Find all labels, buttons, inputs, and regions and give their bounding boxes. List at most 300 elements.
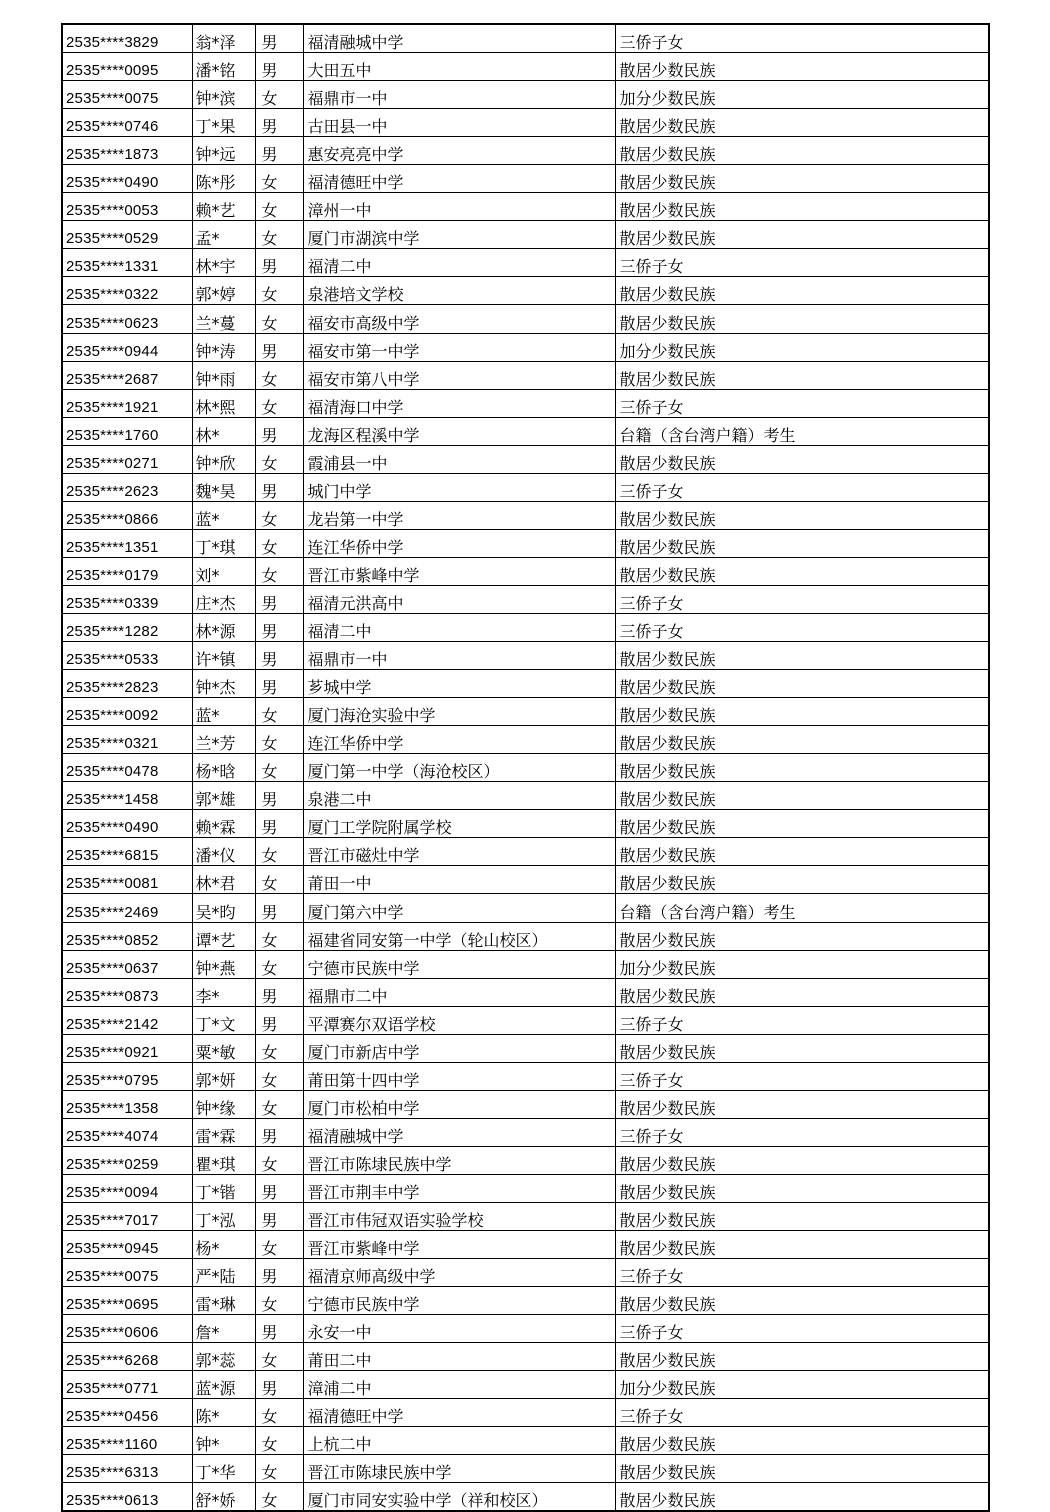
category-cell: 散居少数民族 [615, 782, 989, 810]
exam-id-cell: 2535****0259 [62, 1146, 192, 1174]
table-row [62, 473, 989, 501]
school-cell: 芗城中学 [303, 670, 615, 698]
student-name-cell: 蓝* [192, 698, 255, 726]
category-cell: 三侨子女 [615, 1062, 989, 1090]
student-name-cell: 严*陆 [192, 1259, 255, 1287]
category-cell: 散居少数民族 [615, 866, 989, 894]
category-cell: 散居少数民族 [615, 305, 989, 333]
school-cell: 霞浦县一中 [303, 445, 615, 473]
exam-id-cell: 2535****1760 [62, 417, 192, 445]
gender-cell: 女 [255, 754, 303, 782]
student-name-cell: 林*君 [192, 866, 255, 894]
student-list-table [61, 23, 990, 1512]
school-cell: 福安市第八中学 [303, 361, 615, 389]
gender-cell: 女 [255, 221, 303, 249]
student-name-cell: 雷*琳 [192, 1287, 255, 1315]
table-row [62, 950, 989, 978]
gender-cell: 女 [255, 866, 303, 894]
table-row [62, 1399, 989, 1427]
student-name-cell: 钟*雨 [192, 361, 255, 389]
student-name-cell: 刘* [192, 557, 255, 585]
school-cell: 龙海区程溪中学 [303, 417, 615, 445]
exam-id-cell: 2535****0490 [62, 165, 192, 193]
gender-cell: 男 [255, 1174, 303, 1202]
exam-id-cell: 2535****0866 [62, 501, 192, 529]
student-name-cell: 钟*欣 [192, 445, 255, 473]
category-cell: 散居少数民族 [615, 277, 989, 305]
student-name-cell: 潘*铭 [192, 53, 255, 81]
exam-id-cell: 2535****0081 [62, 866, 192, 894]
exam-id-cell: 2535****1458 [62, 782, 192, 810]
category-cell: 散居少数民族 [615, 193, 989, 221]
student-name-cell: 潘*仪 [192, 838, 255, 866]
category-cell: 散居少数民族 [615, 698, 989, 726]
category-cell: 加分少数民族 [615, 81, 989, 109]
school-cell: 古田县一中 [303, 109, 615, 137]
table-row [62, 698, 989, 726]
exam-id-cell: 2535****4074 [62, 1118, 192, 1146]
table-row [62, 305, 989, 333]
category-cell: 散居少数民族 [615, 726, 989, 754]
school-cell: 厦门第一中学（海沧校区） [303, 754, 615, 782]
gender-cell: 男 [255, 53, 303, 81]
table-row [62, 193, 989, 221]
category-cell: 台籍（含台湾户籍）考生 [615, 417, 989, 445]
table-row [62, 726, 989, 754]
exam-id-cell: 2535****2687 [62, 361, 192, 389]
gender-cell: 女 [255, 1231, 303, 1259]
table-row [62, 1090, 989, 1118]
school-cell: 宁德市民族中学 [303, 1287, 615, 1315]
exam-id-cell: 2535****0623 [62, 305, 192, 333]
table-row [62, 642, 989, 670]
gender-cell: 女 [255, 389, 303, 417]
school-cell: 厦门第六中学 [303, 894, 615, 922]
gender-cell: 男 [255, 978, 303, 1006]
table-row [62, 137, 989, 165]
student-name-cell: 赖*霖 [192, 810, 255, 838]
table-row [62, 1034, 989, 1062]
category-cell: 散居少数民族 [615, 1343, 989, 1371]
gender-cell: 女 [255, 1343, 303, 1371]
gender-cell: 女 [255, 698, 303, 726]
table-row [62, 1202, 989, 1230]
school-cell: 福清海口中学 [303, 389, 615, 417]
gender-cell: 女 [255, 193, 303, 221]
school-cell: 福安市第一中学 [303, 333, 615, 361]
category-cell: 散居少数民族 [615, 221, 989, 249]
student-name-cell: 魏*昊 [192, 473, 255, 501]
student-name-cell: 陈*彤 [192, 165, 255, 193]
exam-id-cell: 2535****2623 [62, 473, 192, 501]
category-cell: 散居少数民族 [615, 1427, 989, 1455]
category-cell: 三侨子女 [615, 613, 989, 641]
table-row [62, 1343, 989, 1371]
category-cell: 散居少数民族 [615, 165, 989, 193]
school-cell: 龙岩第一中学 [303, 501, 615, 529]
exam-id-cell: 2535****1282 [62, 613, 192, 641]
school-cell: 连江华侨中学 [303, 529, 615, 557]
student-name-cell: 钟*缘 [192, 1090, 255, 1118]
student-name-cell: 杨*晗 [192, 754, 255, 782]
gender-cell: 女 [255, 165, 303, 193]
category-cell: 三侨子女 [615, 473, 989, 501]
gender-cell: 女 [255, 950, 303, 978]
exam-id-cell: 2535****0637 [62, 950, 192, 978]
gender-cell: 女 [255, 1090, 303, 1118]
gender-cell: 女 [255, 305, 303, 333]
school-cell: 福清德旺中学 [303, 165, 615, 193]
exam-id-cell: 2535****6313 [62, 1455, 192, 1483]
category-cell: 散居少数民族 [615, 1483, 989, 1512]
gender-cell: 女 [255, 1287, 303, 1315]
table-row [62, 1062, 989, 1090]
gender-cell: 女 [255, 838, 303, 866]
student-name-cell: 钟*燕 [192, 950, 255, 978]
category-cell: 三侨子女 [615, 249, 989, 277]
student-name-cell: 詹* [192, 1315, 255, 1343]
school-cell: 莆田第十四中学 [303, 1062, 615, 1090]
table-row [62, 333, 989, 361]
table-row [62, 1483, 989, 1512]
gender-cell: 女 [255, 1427, 303, 1455]
exam-id-cell: 2535****0321 [62, 726, 192, 754]
exam-id-cell: 2535****0094 [62, 1174, 192, 1202]
student-name-cell: 瞿*琪 [192, 1146, 255, 1174]
table-row [62, 1146, 989, 1174]
gender-cell: 男 [255, 670, 303, 698]
gender-cell: 女 [255, 445, 303, 473]
exam-id-cell: 2535****0478 [62, 754, 192, 782]
student-name-cell: 丁*果 [192, 109, 255, 137]
table-row [62, 978, 989, 1006]
table-row [62, 782, 989, 810]
gender-cell: 男 [255, 109, 303, 137]
exam-id-cell: 2535****6268 [62, 1343, 192, 1371]
school-cell: 晋江市紫峰中学 [303, 1231, 615, 1259]
gender-cell: 女 [255, 1146, 303, 1174]
gender-cell: 男 [255, 782, 303, 810]
exam-id-cell: 2535****0873 [62, 978, 192, 1006]
table-row [62, 53, 989, 81]
exam-id-cell: 2535****6815 [62, 838, 192, 866]
exam-id-cell: 2535****3829 [62, 24, 192, 53]
exam-id-cell: 2535****2142 [62, 1006, 192, 1034]
school-cell: 莆田二中 [303, 1343, 615, 1371]
table-row [62, 1231, 989, 1259]
category-cell: 散居少数民族 [615, 137, 989, 165]
school-cell: 厦门工学院附属学校 [303, 810, 615, 838]
exam-id-cell: 2535****0771 [62, 1371, 192, 1399]
student-name-cell: 林*宇 [192, 249, 255, 277]
gender-cell: 男 [255, 1259, 303, 1287]
gender-cell: 男 [255, 249, 303, 277]
gender-cell: 男 [255, 613, 303, 641]
category-cell: 三侨子女 [615, 1259, 989, 1287]
school-cell: 上杭二中 [303, 1427, 615, 1455]
school-cell: 晋江市荆丰中学 [303, 1174, 615, 1202]
table-row [62, 1455, 989, 1483]
school-cell: 泉港培文学校 [303, 277, 615, 305]
category-cell: 散居少数民族 [615, 922, 989, 950]
student-name-cell: 郭*婷 [192, 277, 255, 305]
school-cell: 晋江市磁灶中学 [303, 838, 615, 866]
category-cell: 散居少数民族 [615, 838, 989, 866]
exam-id-cell: 2535****0271 [62, 445, 192, 473]
category-cell: 加分少数民族 [615, 950, 989, 978]
exam-id-cell: 2535****1160 [62, 1427, 192, 1455]
exam-id-cell: 2535****0456 [62, 1399, 192, 1427]
student-name-cell: 赖*艺 [192, 193, 255, 221]
table-row [62, 277, 989, 305]
school-cell: 晋江市紫峰中学 [303, 557, 615, 585]
category-cell: 加分少数民族 [615, 1371, 989, 1399]
category-cell: 散居少数民族 [615, 557, 989, 585]
student-name-cell: 丁*华 [192, 1455, 255, 1483]
school-cell: 福清京师高级中学 [303, 1259, 615, 1287]
gender-cell: 女 [255, 1455, 303, 1483]
category-cell: 散居少数民族 [615, 1090, 989, 1118]
gender-cell: 女 [255, 277, 303, 305]
category-cell: 台籍（含台湾户籍）考生 [615, 894, 989, 922]
student-name-cell: 陈* [192, 1399, 255, 1427]
gender-cell: 女 [255, 529, 303, 557]
gender-cell: 女 [255, 81, 303, 109]
school-cell: 厦门市湖滨中学 [303, 221, 615, 249]
exam-id-cell: 2535****2469 [62, 894, 192, 922]
category-cell: 三侨子女 [615, 389, 989, 417]
school-cell: 惠安亮亮中学 [303, 137, 615, 165]
student-name-cell: 郭*蕊 [192, 1343, 255, 1371]
table-row [62, 417, 989, 445]
category-cell: 三侨子女 [615, 585, 989, 613]
student-name-cell: 李* [192, 978, 255, 1006]
table-row [62, 866, 989, 894]
school-cell: 晋江市伟冠双语实验学校 [303, 1202, 615, 1230]
category-cell: 散居少数民族 [615, 361, 989, 389]
exam-id-cell: 2535****0339 [62, 585, 192, 613]
school-cell: 福清二中 [303, 613, 615, 641]
table-row [62, 529, 989, 557]
exam-id-cell: 2535****0075 [62, 1259, 192, 1287]
gender-cell: 男 [255, 810, 303, 838]
exam-id-cell: 2535****1331 [62, 249, 192, 277]
table-row [62, 249, 989, 277]
category-cell: 散居少数民族 [615, 978, 989, 1006]
table-row [62, 1287, 989, 1315]
gender-cell: 男 [255, 333, 303, 361]
table-row [62, 389, 989, 417]
table-row [62, 1315, 989, 1343]
student-name-cell: 蓝*源 [192, 1371, 255, 1399]
table-row [62, 1259, 989, 1287]
school-cell: 福清德旺中学 [303, 1399, 615, 1427]
student-name-cell: 林*源 [192, 613, 255, 641]
exam-id-cell: 2535****0695 [62, 1287, 192, 1315]
school-cell: 泉港二中 [303, 782, 615, 810]
student-name-cell: 雷*霖 [192, 1118, 255, 1146]
table-row [62, 361, 989, 389]
gender-cell: 女 [255, 726, 303, 754]
category-cell: 散居少数民族 [615, 1455, 989, 1483]
student-name-cell: 谭*艺 [192, 922, 255, 950]
table-row [62, 109, 989, 137]
category-cell: 散居少数民族 [615, 529, 989, 557]
category-cell: 散居少数民族 [615, 670, 989, 698]
school-cell: 连江华侨中学 [303, 726, 615, 754]
category-cell: 三侨子女 [615, 24, 989, 53]
exam-id-cell: 2535****0179 [62, 557, 192, 585]
exam-id-cell: 2535****0092 [62, 698, 192, 726]
school-cell: 福清融城中学 [303, 24, 615, 53]
gender-cell: 男 [255, 1118, 303, 1146]
gender-cell: 女 [255, 501, 303, 529]
exam-id-cell: 2535****0606 [62, 1315, 192, 1343]
gender-cell: 男 [255, 1006, 303, 1034]
student-name-cell: 钟*涛 [192, 333, 255, 361]
exam-id-cell: 2535****1873 [62, 137, 192, 165]
exam-id-cell: 2535****0944 [62, 333, 192, 361]
student-name-cell: 钟*滨 [192, 81, 255, 109]
category-cell: 三侨子女 [615, 1118, 989, 1146]
table-row [62, 221, 989, 249]
table-row [62, 585, 989, 613]
table-row [62, 1371, 989, 1399]
gender-cell: 男 [255, 1371, 303, 1399]
student-name-cell: 吴*昀 [192, 894, 255, 922]
gender-cell: 男 [255, 137, 303, 165]
school-cell: 大田五中 [303, 53, 615, 81]
gender-cell: 女 [255, 1062, 303, 1090]
student-name-cell: 兰*芳 [192, 726, 255, 754]
table-row [62, 810, 989, 838]
table-row [62, 1174, 989, 1202]
table-row [62, 754, 989, 782]
gender-cell: 女 [255, 361, 303, 389]
exam-id-cell: 2535****0529 [62, 221, 192, 249]
student-name-cell: 舒*娇 [192, 1483, 255, 1512]
exam-id-cell: 2535****0075 [62, 81, 192, 109]
gender-cell: 女 [255, 557, 303, 585]
student-name-cell: 钟* [192, 1427, 255, 1455]
table-row [62, 894, 989, 922]
table-row [62, 1427, 989, 1455]
exam-id-cell: 2535****0746 [62, 109, 192, 137]
gender-cell: 女 [255, 1034, 303, 1062]
gender-cell: 男 [255, 417, 303, 445]
student-name-cell: 林*熙 [192, 389, 255, 417]
category-cell: 散居少数民族 [615, 1034, 989, 1062]
table-row [62, 501, 989, 529]
category-cell: 散居少数民族 [615, 53, 989, 81]
student-name-cell: 丁*文 [192, 1006, 255, 1034]
table-row [62, 81, 989, 109]
school-cell: 福安市高级中学 [303, 305, 615, 333]
category-cell: 三侨子女 [615, 1006, 989, 1034]
student-name-cell: 蓝* [192, 501, 255, 529]
exam-id-cell: 2535****1351 [62, 529, 192, 557]
gender-cell: 男 [255, 642, 303, 670]
category-cell: 散居少数民族 [615, 754, 989, 782]
school-cell: 福清元洪高中 [303, 585, 615, 613]
school-cell: 漳浦二中 [303, 1371, 615, 1399]
table-row [62, 24, 989, 53]
gender-cell: 女 [255, 1399, 303, 1427]
category-cell: 加分少数民族 [615, 333, 989, 361]
gender-cell: 男 [255, 473, 303, 501]
exam-id-cell: 2535****0852 [62, 922, 192, 950]
school-cell: 宁德市民族中学 [303, 950, 615, 978]
student-name-cell: 翁*泽 [192, 24, 255, 53]
exam-id-cell: 2535****7017 [62, 1202, 192, 1230]
student-name-cell: 林* [192, 417, 255, 445]
school-cell: 莆田一中 [303, 866, 615, 894]
gender-cell: 男 [255, 1202, 303, 1230]
student-name-cell: 兰*蔓 [192, 305, 255, 333]
table-row [62, 1006, 989, 1034]
exam-id-cell: 2535****0053 [62, 193, 192, 221]
table-row [62, 557, 989, 585]
table-row [62, 670, 989, 698]
school-cell: 福清融城中学 [303, 1118, 615, 1146]
student-name-cell: 丁*泓 [192, 1202, 255, 1230]
student-name-cell: 郭*妍 [192, 1062, 255, 1090]
category-cell: 散居少数民族 [615, 1202, 989, 1230]
school-cell: 福鼎市二中 [303, 978, 615, 1006]
student-name-cell: 钟*杰 [192, 670, 255, 698]
exam-id-cell: 2535****0095 [62, 53, 192, 81]
exam-id-cell: 2535****2823 [62, 670, 192, 698]
table-row [62, 445, 989, 473]
gender-cell: 男 [255, 1315, 303, 1343]
school-cell: 福鼎市一中 [303, 81, 615, 109]
school-cell: 福鼎市一中 [303, 642, 615, 670]
student-name-cell: 庄*杰 [192, 585, 255, 613]
school-cell: 城门中学 [303, 473, 615, 501]
category-cell: 散居少数民族 [615, 109, 989, 137]
exam-id-cell: 2535****0795 [62, 1062, 192, 1090]
school-cell: 厦门市同安实验中学（祥和校区） [303, 1483, 615, 1512]
table-row [62, 838, 989, 866]
school-cell: 漳州一中 [303, 193, 615, 221]
school-cell: 厦门市松柏中学 [303, 1090, 615, 1118]
student-name-cell: 丁*琪 [192, 529, 255, 557]
category-cell: 散居少数民族 [615, 1287, 989, 1315]
school-cell: 福建省同安第一中学（轮山校区） [303, 922, 615, 950]
school-cell: 厦门海沧实验中学 [303, 698, 615, 726]
student-name-cell: 粟*敏 [192, 1034, 255, 1062]
student-name-cell: 杨* [192, 1231, 255, 1259]
table-row [62, 613, 989, 641]
table-row [62, 922, 989, 950]
student-name-cell: 钟*远 [192, 137, 255, 165]
exam-id-cell: 2535****0533 [62, 642, 192, 670]
gender-cell: 男 [255, 894, 303, 922]
category-cell: 散居少数民族 [615, 642, 989, 670]
exam-id-cell: 2535****0322 [62, 277, 192, 305]
gender-cell: 女 [255, 1483, 303, 1512]
exam-id-cell: 2535****0490 [62, 810, 192, 838]
category-cell: 散居少数民族 [615, 445, 989, 473]
category-cell: 散居少数民族 [615, 501, 989, 529]
category-cell: 三侨子女 [615, 1315, 989, 1343]
table-row [62, 1118, 989, 1146]
student-name-cell: 丁*锴 [192, 1174, 255, 1202]
school-cell: 福清二中 [303, 249, 615, 277]
school-cell: 晋江市陈埭民族中学 [303, 1455, 615, 1483]
school-cell: 永安一中 [303, 1315, 615, 1343]
category-cell: 散居少数民族 [615, 1174, 989, 1202]
